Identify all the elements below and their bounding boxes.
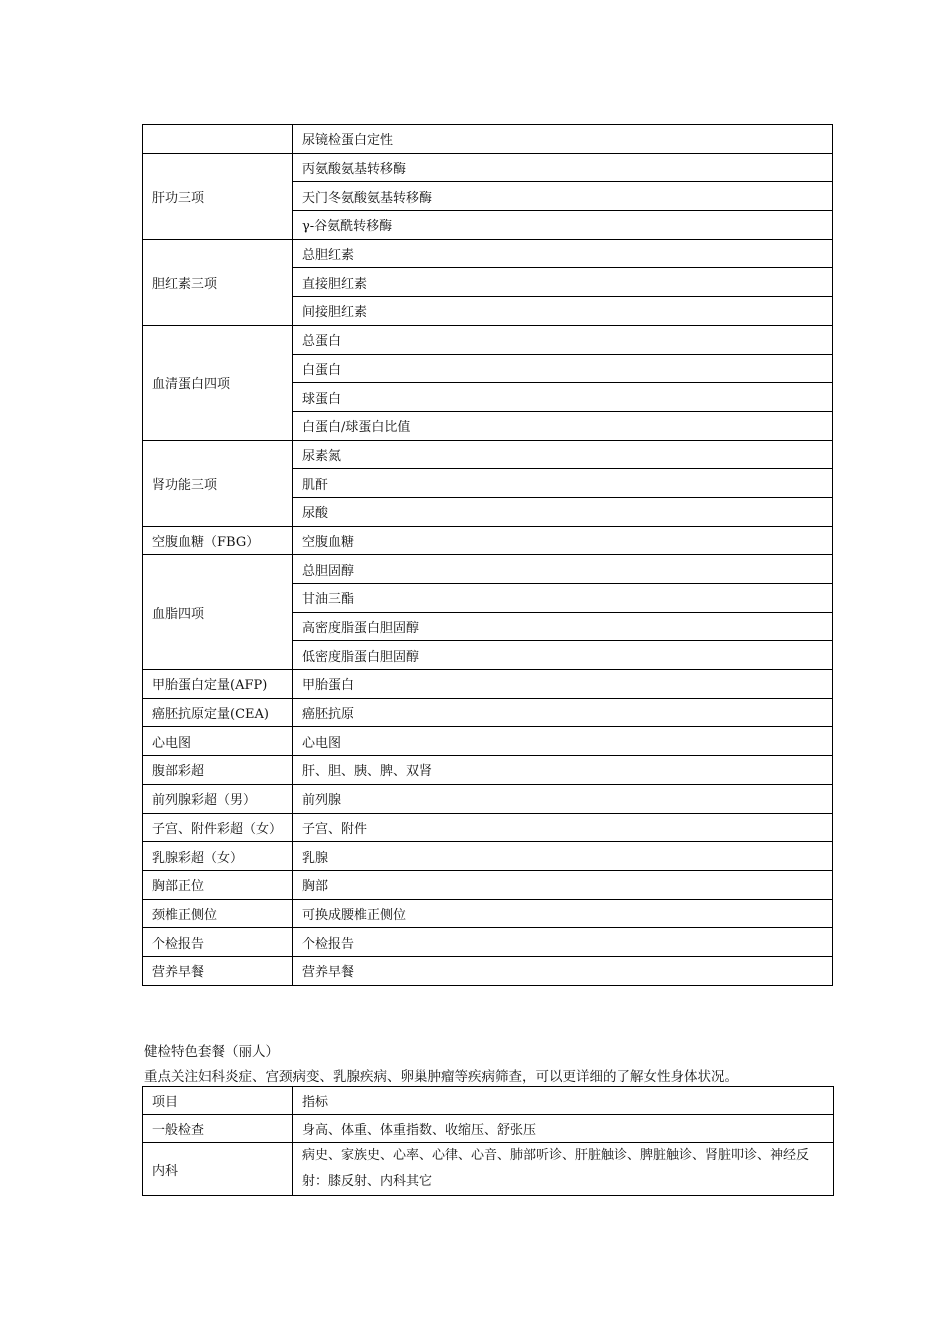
item-name: 低密度脂蛋白胆固醇 [293,641,833,670]
item-name: 白蛋白 [293,354,833,383]
group-name: 甲胎蛋白定量(AFP) [143,670,293,699]
item-name: 甘油三酯 [293,584,833,613]
group-name: 心电图 [143,727,293,756]
group-name: 乳腺彩超（女） [143,842,293,871]
package-title: 健检特色套餐（丽人） [144,1044,279,1060]
item-name: 丙氨酸氨基转移酶 [293,153,833,182]
group-name: 前列腺彩超（男） [143,784,293,813]
item-name: 乳腺 [293,842,833,871]
row-item: 内科 [143,1143,293,1196]
table-row [143,670,833,699]
row-detail: 身高、体重、体重指数、收缩压、舒张压 [293,1115,834,1143]
item-name: 营养早餐 [293,956,833,985]
item-name: 可换成腰椎正侧位 [293,899,833,928]
table-row [143,325,833,354]
item-name: 间接胆红素 [293,297,833,326]
item-name: 高密度脂蛋白胆固醇 [293,612,833,641]
item-name: 总胆固醇 [293,555,833,584]
table-row [143,698,833,727]
table-row [143,842,833,871]
item-name: 癌胚抗原 [293,698,833,727]
table-row [143,956,833,985]
row-detail: 病史、家族史、心率、心律、心音、肺部听诊、肝脏触诊、脾脏触诊、肾脏叩诊、神经反射：膝反射、内科其它 [293,1143,834,1196]
item-name: 个检报告 [293,928,833,957]
package-table [142,1086,834,1196]
table-row [143,813,833,842]
group-name [143,125,293,154]
item-name: 子宫、附件 [293,813,833,842]
item-name: 尿酸 [293,497,833,526]
group-name: 颈椎正侧位 [143,899,293,928]
item-name: 尿镜检蛋白定性 [293,125,833,154]
table-row [143,440,833,469]
table-row [143,870,833,899]
header-item: 项目 [143,1087,293,1115]
table-row [143,153,833,182]
group-name: 血清蛋白四项 [143,325,293,440]
package-description: 重点关注妇科炎症、宫颈病变、乳腺疾病、卵巢肿瘤等疾病筛查，可以更详细的了解女性身体状况。 [144,1069,738,1085]
table-header-row [143,1087,834,1115]
item-name: 天门冬氨酸氨基转移酶 [293,182,833,211]
item-name: 白蛋白/球蛋白比值 [293,411,833,440]
item-name: 球蛋白 [293,383,833,412]
item-name: 甲胎蛋白 [293,670,833,699]
table-row [143,784,833,813]
item-name: 胸部 [293,870,833,899]
table-row [143,1143,834,1196]
table-row [143,928,833,957]
table-row [143,239,833,268]
item-name: 肝、胆、胰、脾、双肾 [293,756,833,785]
group-name: 胸部正位 [143,870,293,899]
group-name: 腹部彩超 [143,756,293,785]
group-name: 胆红素三项 [143,239,293,325]
table-row [143,526,833,555]
group-name: 个检报告 [143,928,293,957]
table-row [143,125,833,154]
item-name: 前列腺 [293,784,833,813]
group-name: 肝功三项 [143,153,293,239]
header-indicator: 指标 [293,1087,834,1115]
exam-items-table [142,124,833,986]
item-name: γ-谷氨酰转移酶 [293,211,833,240]
row-item: 一般检查 [143,1115,293,1143]
table-row [143,756,833,785]
table-row [143,727,833,756]
group-name: 营养早餐 [143,956,293,985]
group-name: 肾功能三项 [143,440,293,526]
item-name: 直接胆红素 [293,268,833,297]
table-row [143,555,833,584]
table-row [143,899,833,928]
item-name: 心电图 [293,727,833,756]
table-row [143,1115,834,1143]
item-name: 空腹血糖 [293,526,833,555]
item-name: 肌酐 [293,469,833,498]
group-name: 空腹血糖（FBG） [143,526,293,555]
item-name: 总蛋白 [293,325,833,354]
group-name: 子宫、附件彩超（女） [143,813,293,842]
group-name: 血脂四项 [143,555,293,670]
group-name: 癌胚抗原定量(CEA) [143,698,293,727]
item-name: 尿素氮 [293,440,833,469]
item-name: 总胆红素 [293,239,833,268]
